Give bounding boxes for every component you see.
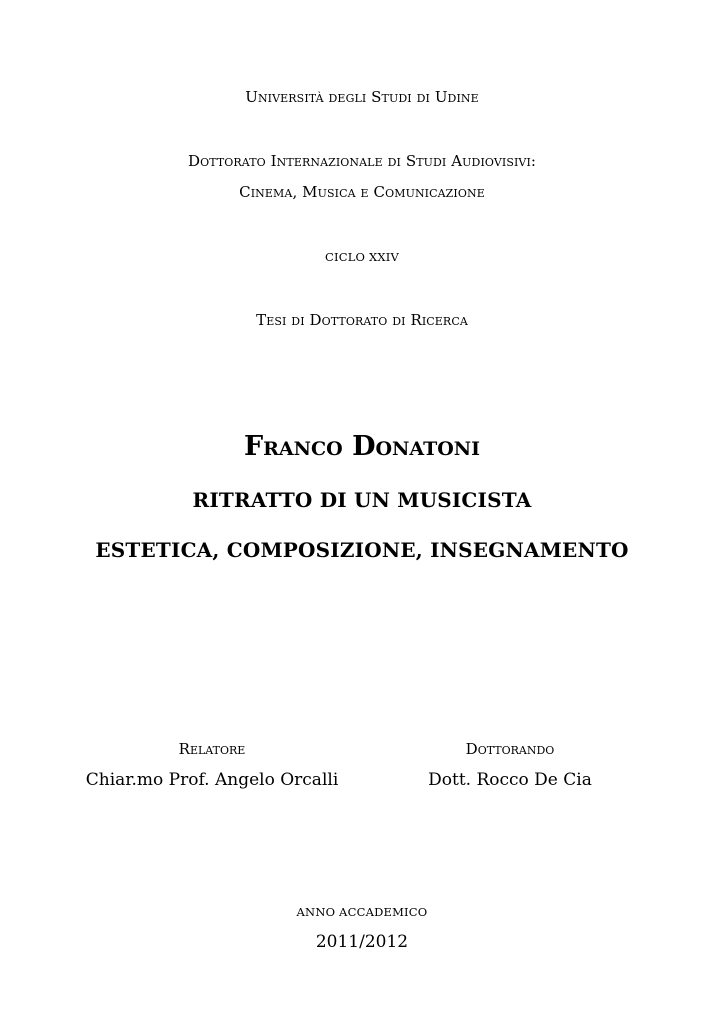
academic-year: 2011/2012 — [315, 932, 409, 952]
thesis-author-title: Franco Donatoni — [243, 431, 481, 462]
candidate-role: Dottorando — [465, 740, 555, 758]
supervisor-name: Chiar.mo Prof. Angelo Orcalli — [85, 770, 339, 790]
supervisor-role: Relatore — [178, 740, 246, 758]
thesis-subtitle-2: ESTETICA, COMPOSIZIONE, INSEGNAMENTO — [95, 538, 629, 562]
supervisor-block — [72, 740, 352, 790]
doctorate-title-line1: Dottorato Internazionale di Studi Audiovisivi: — [187, 152, 537, 170]
university-name: Università degli Studi di Udine — [245, 88, 479, 106]
thesis-subtitle-1: RITRATTO DI UN MUSICISTA — [192, 488, 532, 512]
thesis-type: Tesi di Dottorato di Ricerca — [256, 311, 468, 329]
cycle-label: CICLO XXIV — [324, 250, 400, 264]
academic-year-label: ANNO ACCADEMICO — [296, 905, 428, 919]
candidate-block — [380, 740, 640, 790]
doctorate-title-line2: Cinema, Musica e Comunicazione — [239, 183, 485, 201]
candidate-name: Dott. Rocco De Cia — [428, 770, 592, 790]
